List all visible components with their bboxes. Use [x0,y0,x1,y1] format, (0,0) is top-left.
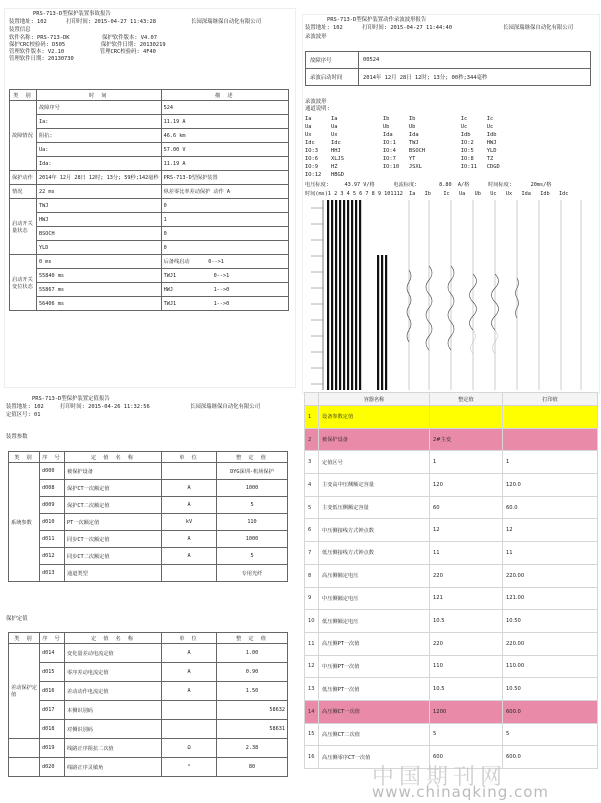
row-print [503,428,598,451]
table-cell: 1000 [217,531,288,548]
table-cell: A [162,531,217,548]
row-setting: 600 [430,746,503,769]
col-header: 容器名称 [319,393,430,406]
table-cell: 本侧识别码 [65,701,162,720]
change-val: 1-->0 [213,300,230,307]
table-cell: d014 [40,644,65,663]
table-cell: 保护CT二次额定值 [65,497,162,514]
row-name: 被保护设备 [319,428,430,451]
row-name: 高压侧CT二次值 [319,723,430,746]
row-name: 低压侧接线方式钟点数 [319,542,430,565]
row-print: 120.0 [503,474,598,497]
row-number: 12 [305,655,319,678]
change-label: 启动开关变位状态 [10,255,37,311]
row-setting [430,406,503,429]
company-name: 长园深瑞继保自动化有限公司 [190,404,261,410]
system-label: 系统参数 [9,463,40,582]
table-cell [9,739,40,758]
table-cell: DYG深圳-机场保护 [217,463,288,480]
table-row [305,519,598,542]
info-title: 装置信息 [9,27,31,33]
table-row [305,632,598,655]
action-desc: 纵差零比率差动保护 动作 A [161,185,288,199]
row-setting: 120 [430,474,503,497]
table-cell: d012 [40,548,65,565]
table-cell: d008 [40,480,65,497]
col-header: 整定值 [430,393,503,406]
table-cell: d000 [40,463,65,480]
col-header: 描 述 [161,90,288,101]
row-number: 13 [305,678,319,701]
col-header: 整 定 值 [217,452,288,463]
table-cell: 58631 [217,720,288,739]
desc-sub: 通道说明: [305,106,330,112]
table-row [305,474,598,497]
table-cell [161,255,288,269]
table-cell: 0 [161,227,288,241]
row-number: 15 [305,723,319,746]
table-cell [161,297,288,311]
channel-line: Ua Ua Ub Ub Uc Uc [305,124,494,130]
table-cell: Ida: [37,157,162,171]
table-cell: 同步CT二次额定值 [65,548,162,565]
table-row [305,655,598,678]
row-number: 2 [305,428,319,451]
row-print [503,406,598,429]
channel-line: Idc Idc IO:1 TWJ IO:2 HWJ [305,140,497,146]
report-title: PRS-713-D型保护装置事故报告 [33,11,111,17]
table-cell: d017 [40,701,65,720]
table-cell [162,565,217,582]
table-cell: 11.19 A [161,115,288,129]
table-row [305,428,598,451]
table-cell: 55840 ms [37,269,162,283]
col-header: 定 值 名 称 [65,452,162,463]
table-cell: 2.38 [217,739,288,758]
row-setting: 1 [430,451,503,474]
table-cell: 0.90 [217,663,288,682]
fault-table [9,89,289,311]
info-line: 保护CRC校验码: D505 保护软件日期: 20130219 [9,42,166,48]
row-number: 16 [305,746,319,769]
col-header: 打印值 [503,393,598,406]
row-name: 高压侧CT一次值 [319,700,430,723]
table-cell: 零序差动电流定值 [65,663,162,682]
action-label: 保护动作 [10,171,37,185]
table-cell: 被保护设备 [65,463,162,480]
setting-compare-table [304,392,598,769]
table-cell: d018 [40,720,65,739]
section-title: 录波波形 [305,34,327,40]
row-print: 220.00 [503,632,598,655]
col-header [305,393,319,406]
table-cell: 1.50 [217,682,288,701]
table-cell: 保护CT一次额定值 [65,480,162,497]
table-cell: Ia: [37,115,162,129]
company-name: 长园深瑞继保自动化有限公司 [191,19,262,25]
table-cell: 阻抗: [37,129,162,143]
row-setting: 5 [430,723,503,746]
table-row [305,610,598,633]
table-cell [9,758,40,777]
table-cell: 同步CT一次额定值 [65,531,162,548]
watermark-url: www.chinaqking.com [372,783,550,801]
row-print: 5 [503,723,598,746]
change-key: TWJ1 [163,272,177,279]
row-name: 高压侧额定电压 [319,564,430,587]
row-name: 中压侧额定电压 [319,587,430,610]
col-header: 单 位 [162,633,217,644]
table-cell: TWJ [37,199,162,213]
row-print: 600.0 [503,700,598,723]
table-row [305,564,598,587]
row-name: 主变低压侧额定容量 [319,496,430,519]
table-cell: A [162,682,217,701]
table-cell: 0 [161,241,288,255]
table-cell: d020 [40,758,65,777]
row-setting: 220 [430,564,503,587]
record-info-table [305,51,591,86]
action-type: PRS-713-D型保护装置 [161,171,288,185]
channel-line: Ia Ia Ib Ib Ic Ic [305,116,494,122]
fault-report-panel [4,8,296,388]
time-label: 录波启动时间 [306,69,359,86]
info-line: 软件名称: PRS-713-DK 保护软件版本: V4.07 [9,35,158,41]
row-name: 低压侧PT一次值 [319,678,430,701]
row-number: 1 [305,406,319,429]
row-setting: 60 [430,496,503,519]
axis-line: 时间(ms)1 2 3 4 5 6 7 8 9 101112 Ia Ib Ic Ua Ub Uc Ux Ida Idb Idc [305,191,569,197]
col-header: 单 位 [162,452,217,463]
fault-seq-value: 524 [161,101,288,115]
change-key: HWJ [163,286,173,293]
table-cell: A [162,663,217,682]
table-cell: A [162,644,217,663]
seq-value: 00524 [359,52,591,69]
table-cell: d011 [40,531,65,548]
table-cell: 110 [217,514,288,531]
change-key: TWJ1 [163,300,177,307]
row-number: 4 [305,474,319,497]
row-print: 12 [503,519,598,542]
table-cell: 1000 [217,480,288,497]
channel-line: IO:3 HHJ IO:4 BSOCH IO:5 YLD [305,148,497,154]
channel-line: IO:12 HBGD [305,172,344,178]
table-cell: 0 [161,199,288,213]
report-title: PRS-713-D型保护装置动作录波波形报告 [327,17,427,23]
table-cell: A [162,480,217,497]
table-cell [162,463,217,480]
table-cell: YLD [37,241,162,255]
row-setting: 121 [430,587,503,610]
waveform-plot [305,200,595,390]
row-name: 主变高中压侧额定容量 [319,474,430,497]
change-val: 1-->0 [213,286,230,293]
desc-title: 录波波形 [305,99,327,105]
row-print: 10.50 [503,610,598,633]
table-cell: 5 [217,548,288,565]
row-print: 1 [503,451,598,474]
table-cell: d013 [40,565,65,582]
company-name: 长园深瑞继保自动化有限公司 [503,25,574,31]
table-cell: 58632 [217,701,288,720]
row-print: 600.0 [503,746,598,769]
table-cell: 1.00 [217,644,288,663]
col-header: 定 值 名 称 [65,633,162,644]
row-number: 3 [305,451,319,474]
table-cell: PT一次额定值 [65,514,162,531]
table-cell: d016 [40,682,65,701]
action-sub: 情况 [10,185,37,199]
system-param-table [8,451,288,582]
fault-seq-label: 故障序号 [37,101,162,115]
row-setting: 2#主变 [430,428,503,451]
channel-line: IO:9 HZ IO:10 JSXL IO:11 CDGD [305,164,500,170]
row-name: 中压侧接线方式钟点数 [319,519,430,542]
row-name: 中压侧PT一次值 [319,655,430,678]
group-line: 定值区号: 01 [6,412,41,418]
station-line: 装置地址: 102 打印时间: 2015-04-27 11:44:40 [305,25,452,31]
table-row [305,723,598,746]
row-number: 9 [305,587,319,610]
row-name: 低压侧额定电压 [319,610,430,633]
channel-line: Ux Ux Ida Ida Idb Idb [305,132,497,138]
table-cell: 57.00 V [161,143,288,157]
table-row [305,587,598,610]
table-cell: HWJ [37,213,162,227]
table-row [305,496,598,519]
table-cell [162,720,217,739]
scale-line: 电压标度: 43.97 V/格 电流标度: 8.80 A/格 时间标度: 20ms/格 [305,182,552,188]
table-cell: A [162,548,217,565]
protect-label: 差动保护定值 [9,644,40,739]
info-line: 管理软件日期: 20130730 [9,56,74,62]
action-ms: 22 ms [37,185,162,199]
station-line: 装置地址: 102 打印时间: 2015-04-26 11:32:56 [6,404,150,410]
row-number: 5 [305,496,319,519]
table-cell [162,701,217,720]
row-print: 60.0 [503,496,598,519]
table-cell: 1 [161,213,288,227]
table-row [305,542,598,565]
table-cell: ° [162,758,217,777]
row-setting: 220 [430,632,503,655]
protect-title: 保护定值 [6,616,28,622]
table-cell: 11.19 A [161,157,288,171]
action-time: 2014年 12月 28日 12时; 13分; 59秒;142毫秒 [37,171,162,185]
switch-label: 启动开关量状态 [10,199,37,255]
table-cell [161,269,288,283]
row-setting: 110 [430,655,503,678]
table-cell: 线路正序灵敏角 [65,758,162,777]
protect-setting-table [8,632,288,777]
table-cell: BSOCH [37,227,162,241]
row-name: 定值区号 [319,451,430,474]
row-number: 14 [305,700,319,723]
table-cell: 对侧识别码 [65,720,162,739]
table-cell: 专用光纤 [217,565,288,582]
table-cell: Ω [162,739,217,758]
table-row [305,451,598,474]
row-setting: 12 [430,519,503,542]
col-header: 时 间 [37,90,162,101]
col-header: 序 号 [40,633,65,644]
col-header: 整 定 值 [217,633,288,644]
row-number: 7 [305,542,319,565]
table-cell: 差动动作电流定值 [65,682,162,701]
row-number: 8 [305,564,319,587]
table-row [305,406,598,429]
seq-label: 故障序号 [306,52,359,69]
system-title: 装置参数 [6,434,28,440]
table-row [305,700,598,723]
table-cell: Ua: [37,143,162,157]
report-title: PRS-713-D型保护装置定值报告 [32,396,110,402]
spreadsheet-panel [304,392,598,802]
row-name: 设备参数定值 [319,406,430,429]
table-row [305,678,598,701]
col-header: 类 别 [10,90,37,101]
station-line: 装置地址: 102 打印时间: 2015-04-27 11:43:28 [9,19,156,25]
change-val: 0-->1 [213,272,230,279]
row-setting: 10.5 [430,678,503,701]
table-cell: d015 [40,663,65,682]
fault-label: 故障情况 [10,101,37,171]
row-number: 10 [305,610,319,633]
setting-report-panel [4,394,294,799]
info-line: 管理软件版本: V2.10 管理CRC校验码: 4F40 [9,49,156,55]
row-setting: 11 [430,542,503,565]
table-cell: d010 [40,514,65,531]
table-cell: 46.6 km [161,129,288,143]
table-cell: 80 [217,758,288,777]
change-key: 后备线启动 [163,259,190,265]
table-cell: kV [162,514,217,531]
row-print: 220.00 [503,564,598,587]
col-header: 类 别 [9,633,40,644]
table-cell: 变化量差动电流定值 [65,644,162,663]
col-header: 类 别 [9,452,40,463]
table-cell: d009 [40,497,65,514]
table-cell: 56406 ms [37,297,162,311]
table-cell [161,283,288,297]
watermark-text: 中国期刊网 [372,765,508,790]
table-cell: 线路正序阻抗二次值 [65,739,162,758]
table-cell: 通道类型 [65,565,162,582]
row-setting: 10.5 [430,610,503,633]
waveform-report-panel [302,14,600,394]
change-val: 0-->1 [208,259,224,265]
col-header: 序 号 [40,452,65,463]
table-cell: 55867 ms [37,283,162,297]
table-cell: d019 [40,739,65,758]
channel-line: IO:6 XLJS IO:7 YT IO:8 TZ [305,156,494,162]
table-cell: A [162,497,217,514]
row-number: 6 [305,519,319,542]
row-setting: 1200 [430,700,503,723]
table-cell: 0 ms [37,255,162,269]
row-name: 高压侧零序CT一次值 [319,746,430,769]
time-value: 2014年 12月 28日 12时; 13分; 00秒;344毫秒 [359,69,591,86]
row-print: 10.50 [503,678,598,701]
row-print: 121.00 [503,587,598,610]
table-cell: 5 [217,497,288,514]
row-name: 高压侧PT一次值 [319,632,430,655]
row-print: 11 [503,542,598,565]
row-print: 110.00 [503,655,598,678]
row-number: 11 [305,632,319,655]
